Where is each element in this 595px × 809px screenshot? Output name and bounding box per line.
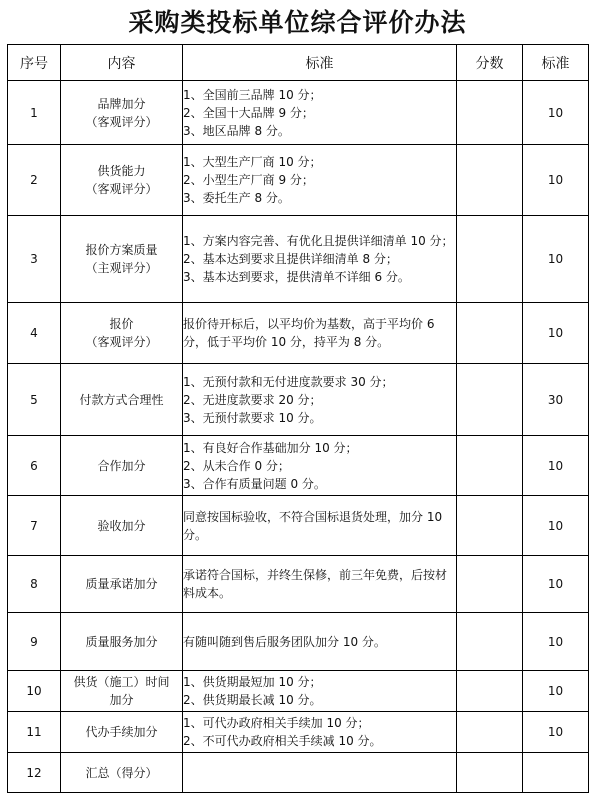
table-row bbox=[8, 556, 589, 613]
row-number: 11 bbox=[8, 712, 61, 753]
row-item bbox=[61, 303, 183, 364]
row-standard-line: 同意按国标验收，不符合国标退货处理，加分 10 分。 bbox=[183, 509, 443, 542]
row-standard bbox=[183, 145, 457, 216]
row-score-cell[interactable] bbox=[457, 496, 523, 556]
table-row bbox=[8, 303, 589, 364]
evaluation-table bbox=[7, 44, 589, 793]
row-standard bbox=[183, 364, 457, 436]
row-standard-line: 2、从未合作 0 分； bbox=[183, 458, 290, 473]
header-item: 内容 bbox=[61, 45, 183, 81]
row-score-cell[interactable] bbox=[457, 303, 523, 364]
header-score: 分数 bbox=[457, 45, 523, 81]
row-standard-line: 1、无预付款和无付进度款要求 30 分； bbox=[183, 374, 394, 389]
row-standard-line: 3、无预付款要求 10 分。 bbox=[183, 410, 322, 425]
row-number: 7 bbox=[8, 496, 61, 556]
row-item bbox=[61, 753, 183, 793]
row-score-cell[interactable] bbox=[457, 216, 523, 303]
row-item bbox=[61, 496, 183, 556]
header-max: 标准 bbox=[523, 45, 589, 81]
row-max-score: 10 bbox=[523, 81, 589, 145]
page-title: 采购类投标单位综合评价办法 bbox=[128, 8, 467, 37]
row-max-score: 10 bbox=[523, 145, 589, 216]
row-standard-line: 2、基本达到要求且提供详细清单 8 分； bbox=[183, 252, 398, 266]
row-standard-line: 1、供货期最短加 10 分； bbox=[183, 675, 322, 689]
row-score-cell[interactable] bbox=[457, 436, 523, 496]
row-max-score: 10 bbox=[523, 613, 589, 671]
row-standard bbox=[183, 436, 457, 496]
row-item-line: 供货能力 bbox=[97, 164, 146, 178]
row-standard-line: 2、无进度款要求 20 分； bbox=[183, 392, 322, 407]
row-number: 12 bbox=[8, 753, 61, 793]
row-max-score: 10 bbox=[523, 436, 589, 496]
row-score-cell[interactable] bbox=[457, 364, 523, 436]
row-standard-line: 承诺符合国标，并终生保修，前三年免费，后按材料成本。 bbox=[183, 568, 448, 600]
row-number: 8 bbox=[8, 556, 61, 613]
row-standard bbox=[183, 496, 457, 556]
row-standard-line: 2、小型生产厂商 9 分； bbox=[183, 173, 314, 187]
row-number: 3 bbox=[8, 216, 61, 303]
row-standard bbox=[183, 671, 457, 712]
table-header-row bbox=[8, 45, 589, 81]
header-no: 序号 bbox=[8, 45, 61, 81]
row-max-score: 10 bbox=[523, 556, 589, 613]
row-score-cell[interactable] bbox=[457, 613, 523, 671]
table-row bbox=[8, 364, 589, 436]
row-number: 5 bbox=[8, 364, 61, 436]
row-standard-line: 3、基本达到要求，提供清单不详细 6 分。 bbox=[183, 270, 410, 284]
row-number: 6 bbox=[8, 436, 61, 496]
row-item bbox=[61, 556, 183, 613]
table-row bbox=[8, 145, 589, 216]
row-item bbox=[61, 145, 183, 216]
table-body bbox=[8, 81, 589, 793]
row-item bbox=[61, 81, 183, 145]
row-standard bbox=[183, 712, 457, 753]
row-score-cell[interactable] bbox=[457, 145, 523, 216]
row-max-score: 10 bbox=[523, 496, 589, 556]
row-item-line: （客观评分） bbox=[85, 114, 158, 129]
row-max-score: 10 bbox=[523, 216, 589, 303]
row-max-score: 10 bbox=[523, 712, 589, 753]
row-item bbox=[61, 216, 183, 303]
row-max-score: 30 bbox=[523, 364, 589, 436]
row-item-line: 质量承诺加分 bbox=[85, 577, 158, 591]
row-standard bbox=[183, 303, 457, 364]
row-item bbox=[61, 436, 183, 496]
row-item-line: 供货（施工）时间 bbox=[73, 675, 170, 689]
row-score-cell[interactable] bbox=[457, 671, 523, 712]
row-standard bbox=[183, 216, 457, 303]
row-number: 1 bbox=[8, 81, 61, 145]
row-number: 2 bbox=[8, 145, 61, 216]
row-number: 4 bbox=[8, 303, 61, 364]
row-item-line: 付款方式合理性 bbox=[79, 392, 164, 407]
row-standard bbox=[183, 81, 457, 145]
row-standard-line: 有随叫随到售后服务团队加分 10 分。 bbox=[183, 634, 386, 649]
table-row bbox=[8, 671, 589, 712]
row-item-line: 验收加分 bbox=[97, 518, 146, 533]
row-standard-line: 2、供货期最长减 10 分。 bbox=[183, 693, 322, 707]
row-standard-line: 报价待开标后，以平均价为基数，高于平均价 6 分，低于平均价 10 分，持平为 8 分。 bbox=[183, 317, 435, 349]
row-item-line: （主观评分） bbox=[85, 261, 158, 275]
row-score-cell[interactable] bbox=[457, 712, 523, 753]
row-max-score bbox=[523, 753, 589, 793]
row-score-cell[interactable] bbox=[457, 81, 523, 145]
table-row bbox=[8, 81, 589, 145]
table-row bbox=[8, 216, 589, 303]
row-item bbox=[61, 712, 183, 753]
row-item bbox=[61, 364, 183, 436]
row-standard-line: 1、可代办政府相关手续加 10 分； bbox=[183, 716, 370, 730]
row-score-cell[interactable] bbox=[457, 753, 523, 793]
table-row bbox=[8, 436, 589, 496]
row-item-line: 加分 bbox=[109, 693, 134, 707]
row-standard bbox=[183, 753, 457, 793]
table-row bbox=[8, 712, 589, 753]
row-standard-line: 1、大型生产厂商 10 分； bbox=[183, 155, 322, 169]
row-item bbox=[61, 613, 183, 671]
row-item-line: （客观评分） bbox=[85, 335, 158, 349]
row-standard-line: 2、全国十大品牌 9 分； bbox=[183, 105, 314, 120]
row-number: 10 bbox=[8, 671, 61, 712]
row-number: 9 bbox=[8, 613, 61, 671]
row-item-line: 报价 bbox=[109, 317, 134, 331]
row-item-line: （客观评分） bbox=[85, 182, 158, 196]
row-standard-line: 1、方案内容完善、有优化且提供详细清单 10 分； bbox=[183, 234, 454, 248]
header-standard: 标准 bbox=[183, 45, 457, 81]
row-standard bbox=[183, 556, 457, 613]
row-standard bbox=[183, 613, 457, 671]
table-row bbox=[8, 753, 589, 793]
row-standard-line: 1、全国前三品牌 10 分； bbox=[183, 87, 322, 102]
row-item-line: 报价方案质量 bbox=[85, 243, 158, 257]
row-standard-line: 3、委托生产 8 分。 bbox=[183, 191, 290, 205]
row-score-cell[interactable] bbox=[457, 556, 523, 613]
row-item-line: 汇总（得分） bbox=[85, 765, 158, 780]
row-standard-line: 2、不可代办政府相关手续减 10 分。 bbox=[183, 734, 382, 748]
row-item-line: 质量服务加分 bbox=[85, 634, 158, 649]
row-item-line: 品牌加分 bbox=[97, 96, 146, 111]
row-item-line: 合作加分 bbox=[97, 458, 146, 473]
row-item bbox=[61, 671, 183, 712]
row-max-score: 10 bbox=[523, 303, 589, 364]
table-row bbox=[8, 496, 589, 556]
table-row bbox=[8, 613, 589, 671]
row-standard-line: 3、合作有质量问题 0 分。 bbox=[183, 476, 326, 491]
row-standard-line: 1、有良好合作基础加分 10 分； bbox=[183, 440, 358, 455]
row-standard-line: 3、地区品牌 8 分。 bbox=[183, 123, 290, 138]
row-item-line: 代办手续加分 bbox=[85, 725, 158, 739]
row-max-score: 10 bbox=[523, 671, 589, 712]
